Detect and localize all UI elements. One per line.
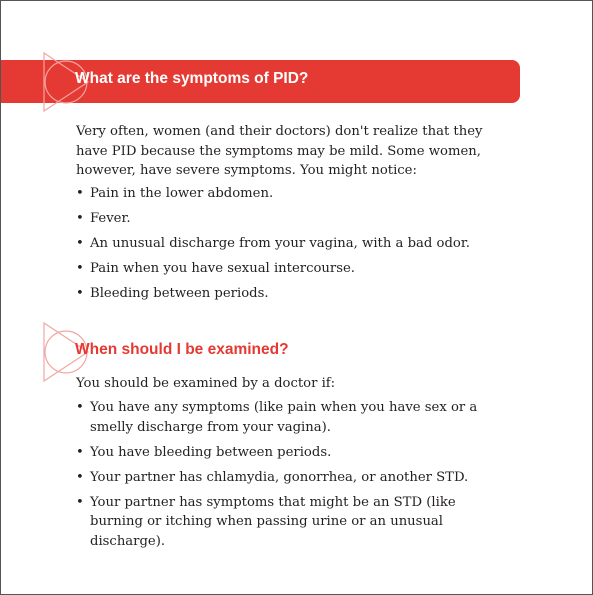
list-item: • You have any symptoms (like pain when you have sex or a smelly discharge from your vagina). — [76, 398, 496, 437]
list-item: • Pain when you have sexual intercourse. — [76, 259, 496, 279]
examination-list — [76, 398, 496, 557]
examination-intro-text: You should be examined by a doctor if: — [76, 376, 336, 391]
symptoms-intro-paragraph: Very often, women (and their doctors) don't realize that they have PID because the symptoms may be mild. Some women, however, have severe symptoms. You might notice: — [76, 124, 483, 178]
symptoms-list — [76, 184, 496, 309]
list-item: • You have bleeding between periods. — [76, 443, 496, 463]
list-item: • Bleeding between periods. — [76, 284, 496, 304]
list-item: • An unusual discharge from your vagina, with a bad odor. — [76, 234, 496, 254]
section-heading-examination: When should I be examined? — [75, 341, 289, 358]
list-item: • Your partner has chlamydia, gonorrhea, or another STD. — [76, 468, 496, 488]
section-heading-symptoms: What are the symptoms of PID? — [75, 70, 309, 87]
list-item: • Pain in the lower abdomen. — [76, 184, 496, 204]
list-item: • Fever. — [76, 209, 496, 229]
list-item: • Your partner has symptoms that might be an STD (like burning or itching when passing urine or an unusual discharge). — [76, 493, 496, 552]
